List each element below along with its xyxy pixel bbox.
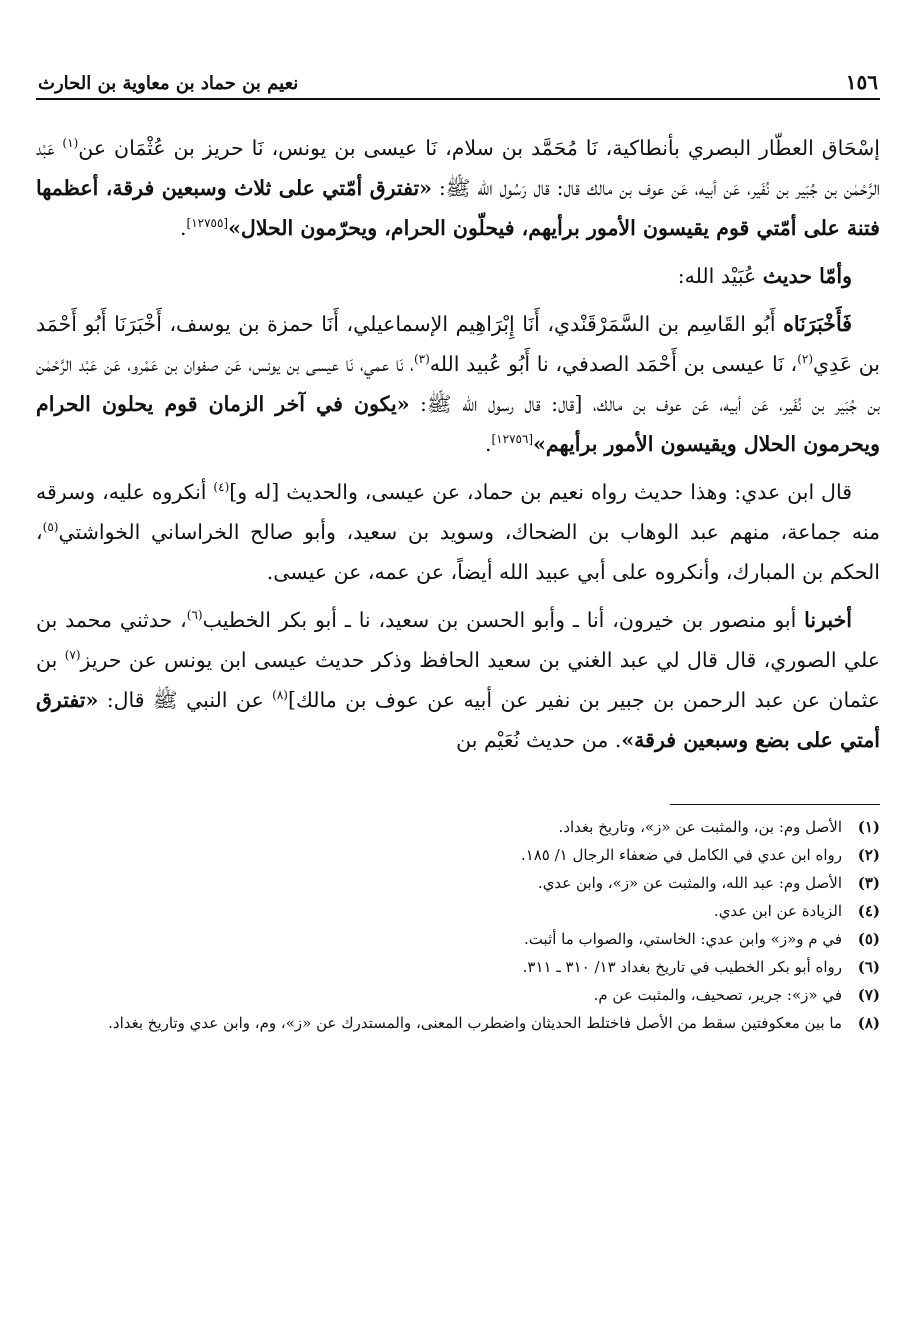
paragraph <box>36 600 880 760</box>
footnote-number: (٦) <box>857 958 880 976</box>
book-page <box>36 56 880 1037</box>
footnote-text: الأصل وم: بن، والمثبت عن «ز»، وتاريخ بغداد. <box>558 818 842 836</box>
bold-text: «تفترق أمتي على بضع وسبعين فرقة» <box>36 688 880 752</box>
footnote <box>36 981 880 1009</box>
footnote-number: (٧) <box>857 986 880 1004</box>
paragraph <box>36 472 880 592</box>
text-run: عن النبي ﷺ قال: <box>98 688 273 712</box>
footnote-reference: (٧) <box>64 648 81 663</box>
footnote-reference: (٣) <box>413 352 430 367</box>
footnote-reference: (٤) <box>213 480 230 495</box>
text-run: بن عثمان عن عبد الرحمن بن جبير بن نفير عن أبيه عن عوف بن مالك] <box>36 648 880 712</box>
footnote <box>36 953 880 981</box>
footnote-divider <box>670 804 880 805</box>
bold-text: «يكون في آخر الزمان قوم يحلون الحرام ويحرمون الحلال ويقيسون الأمور برأيهم» <box>36 392 880 456</box>
footnote <box>36 925 880 953</box>
text-run: أنكروه عليه، وسرقه منه جماعة، منهم عبد الوهاب بن الضحاك، وسويد بن سعيد، وأبو صالح الخراساني الخواشتي <box>36 480 880 544</box>
footnote-reference: [١٢٧٥٦] <box>491 432 534 447</box>
bold-text: أخبرنا <box>804 608 852 632</box>
footnote-reference: [١٢٧٥٥] <box>186 216 229 231</box>
text-run: قال ابن عدي: وهذا حديث رواه نعيم بن حماد، عن عيسى، والحديث [له و] <box>229 480 853 504</box>
bold-text: فَأَخْبَرَنَاه <box>783 312 852 336</box>
footnote-reference: (١) <box>62 136 79 151</box>
footnote <box>36 869 880 897</box>
text-run: ، حدثني محمد بن علي الصوري، قال قال لي عبد الغني بن سعيد الحافظ وذكر حديث عيسى ابن يونس عن حريز <box>36 608 880 672</box>
footnote-text: الزيادة عن ابن عدي. <box>713 902 842 920</box>
footnote-text: ما بين معكوفتين سقط من الأصل فاختلط الحديثان واضطرب المعنى، والمستدرك عن «ز»، وم، وابن عدي وتاريخ بغداد. <box>108 1014 842 1032</box>
footnote-number: (١) <box>857 818 880 836</box>
footnote-text: الأصل وم: عبد الله، والمثبت عن «ز»، وابن عدي. <box>537 874 842 892</box>
paragraph <box>36 128 880 248</box>
footnote-text: رواه ابن عدي في الكامل في ضعفاء الرجال ١/ ١٨٥. <box>520 846 842 864</box>
text-run: عَبْد الرَّحْمٰن بن جُبَير بن نُفَير، عَن أبيه، عَن عوف بن مالك قال: قال رَسُول الله ﷺ: <box>36 136 880 200</box>
text-run: . <box>484 432 492 456</box>
text-run: عُبَيْد الله: <box>677 264 763 288</box>
text-run: ، نَا عمي، نَا عيسى بن يونس، عَن صفوان بن عَمْرو، عَن عَبْد الرَّحْمٰن بن جُبَير بن نُفَير، عَن أبيه، عَن عوف بن مالك، [قال: قال رسول الله ﷺ: <box>36 352 880 416</box>
bold-text: وأمّا حديث <box>762 264 852 288</box>
footnote-number: (٥) <box>857 930 880 948</box>
footnote-text: في «ز»: جرير، تصحيف، والمثبت عن م. <box>593 986 842 1004</box>
text-run: ، الحكم بن المبارك، وأنكروه على أبي عبيد الله أيضاً، عن عمه، عن عيسى. <box>36 520 880 584</box>
footnote-reference: (٨) <box>272 688 288 703</box>
footnote-number: (٢) <box>857 846 880 864</box>
footnote-reference: (٥) <box>42 520 59 535</box>
footnote <box>36 841 880 869</box>
running-header <box>36 56 880 100</box>
bold-text: «تفترق أمّتي على ثلاث وسبعين فرقة، أعظمها فتنة على أمّتي قوم يقيسون الأمور برأيهم، فيحلّون الحرام، ويحرّمون الحلال» <box>36 176 880 240</box>
footnote <box>36 1009 880 1037</box>
footnote <box>36 813 880 841</box>
main-text <box>36 128 880 760</box>
footnote-reference: (٢) <box>797 352 814 367</box>
footnote <box>36 897 880 925</box>
text-run: . <box>179 216 187 240</box>
footnotes <box>36 813 880 1037</box>
footnote-number: (٤) <box>857 902 880 920</box>
paragraph <box>36 256 880 296</box>
footnote-text: رواه أبو بكر الخطيب في تاريخ بغداد ١٣/ ٣١٠ ـ ٣١١. <box>522 958 842 976</box>
page-number: ١٥٦ <box>845 70 878 94</box>
footnote-text: في م و«ز» وابن عدي: الخاستي، والصواب ما أثبت. <box>524 930 842 948</box>
footnote-reference: (٦) <box>186 608 203 623</box>
text-run: ، نَا عيسى بن أَحْمَد الصدفي، نا أَبُو عُبيد الله <box>429 352 798 376</box>
paragraph <box>36 304 880 464</box>
footnote-number: (٣) <box>857 874 880 892</box>
text-run: إسْحَاق العطّار البصري بأنطاكية، نَا مُحَمَّد بن سلام، نَا عيسى بن يونس، نَا حريز بن عُثْمَان عن <box>78 136 880 160</box>
text-run: أَبُو القَاسِم بن السَّمَرْقَنْدي، أَنَا إِبْرَاهِيم الإسماعيلي، أَنَا حمزة بن يوسف، أَخْبَرَنَا أَبُو أَحْمَد بن عَدِي <box>36 312 881 376</box>
footnote-number: (٨) <box>857 1014 880 1032</box>
running-title: نعيم بن حماد بن معاوية بن الحارث <box>38 73 299 94</box>
text-run: . من حديث نُعَيْم بن <box>456 728 622 752</box>
text-run: أبو منصور بن خيرون، أنا ـ وأبو الحسن بن سعيد، نا ـ أبو بكر الخطيب <box>202 608 805 632</box>
